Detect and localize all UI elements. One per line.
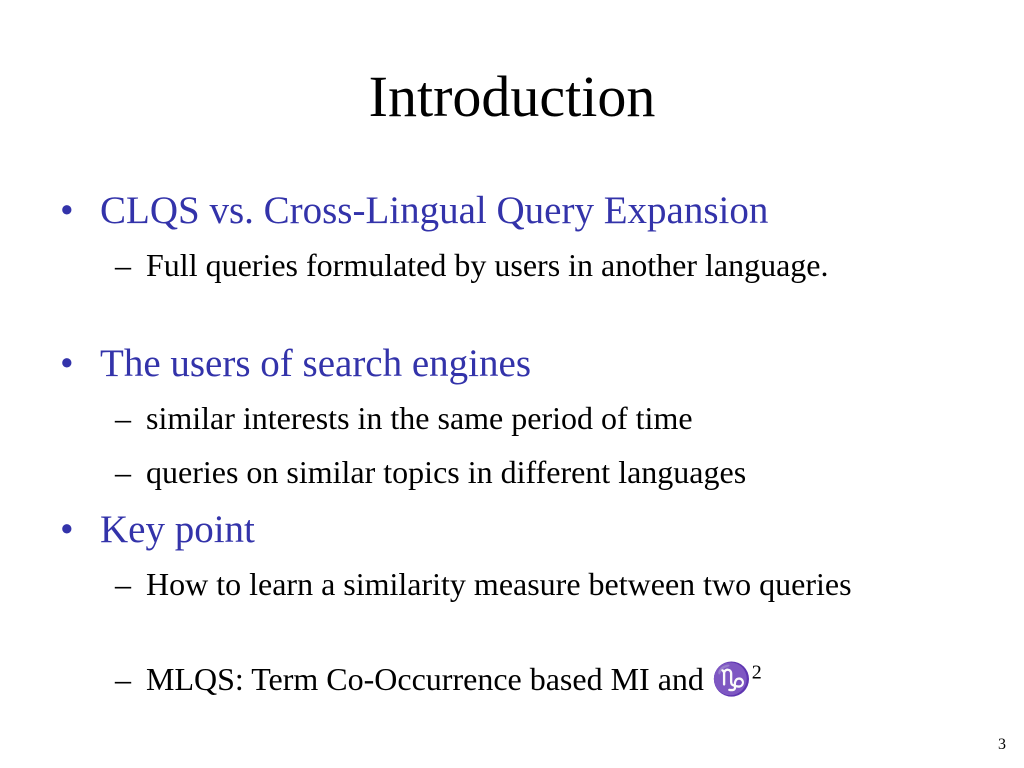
bullet-text: Key point — [100, 508, 255, 551]
sub-bullet-text: How to learn a similarity measure between two queries — [146, 566, 852, 602]
bullet-text: CLQS vs. Cross-Lingual Query Expansion — [100, 189, 769, 232]
sub-bullet-item — [115, 400, 975, 437]
bullet-marker: • — [60, 508, 74, 551]
sub-bullet-dash: – — [115, 247, 131, 283]
sub-bullet-dash: – — [115, 454, 131, 490]
bullet-marker: • — [60, 189, 74, 232]
sub-bullet-text: queries on similar topics in different languages — [146, 454, 747, 490]
chi-square-superscript: 2 — [751, 661, 762, 684]
slide-title: Introduction — [368, 64, 656, 129]
page-number: 3 — [998, 736, 1006, 753]
chi-square-symbol: ♑ — [711, 661, 752, 697]
sub-bullet-text: similar interests in the same period of time — [146, 400, 693, 436]
bullet-marker: • — [60, 342, 74, 385]
sub-bullet-item — [115, 454, 975, 491]
sub-bullet-item — [115, 247, 835, 284]
sub-bullet-text: Full queries formulated by users in another language. — [146, 247, 829, 283]
sub-bullet-dash: – — [115, 566, 131, 602]
sub-bullet-dash: – — [115, 661, 131, 697]
sub-bullet-item — [115, 661, 975, 698]
bullet-text: The users of search engines — [100, 342, 531, 385]
sub-bullet-text: MLQS: Term Co-Occurrence based MI and — [146, 661, 712, 697]
sub-bullet-item — [115, 566, 915, 603]
sub-bullet-dash: – — [115, 400, 131, 436]
